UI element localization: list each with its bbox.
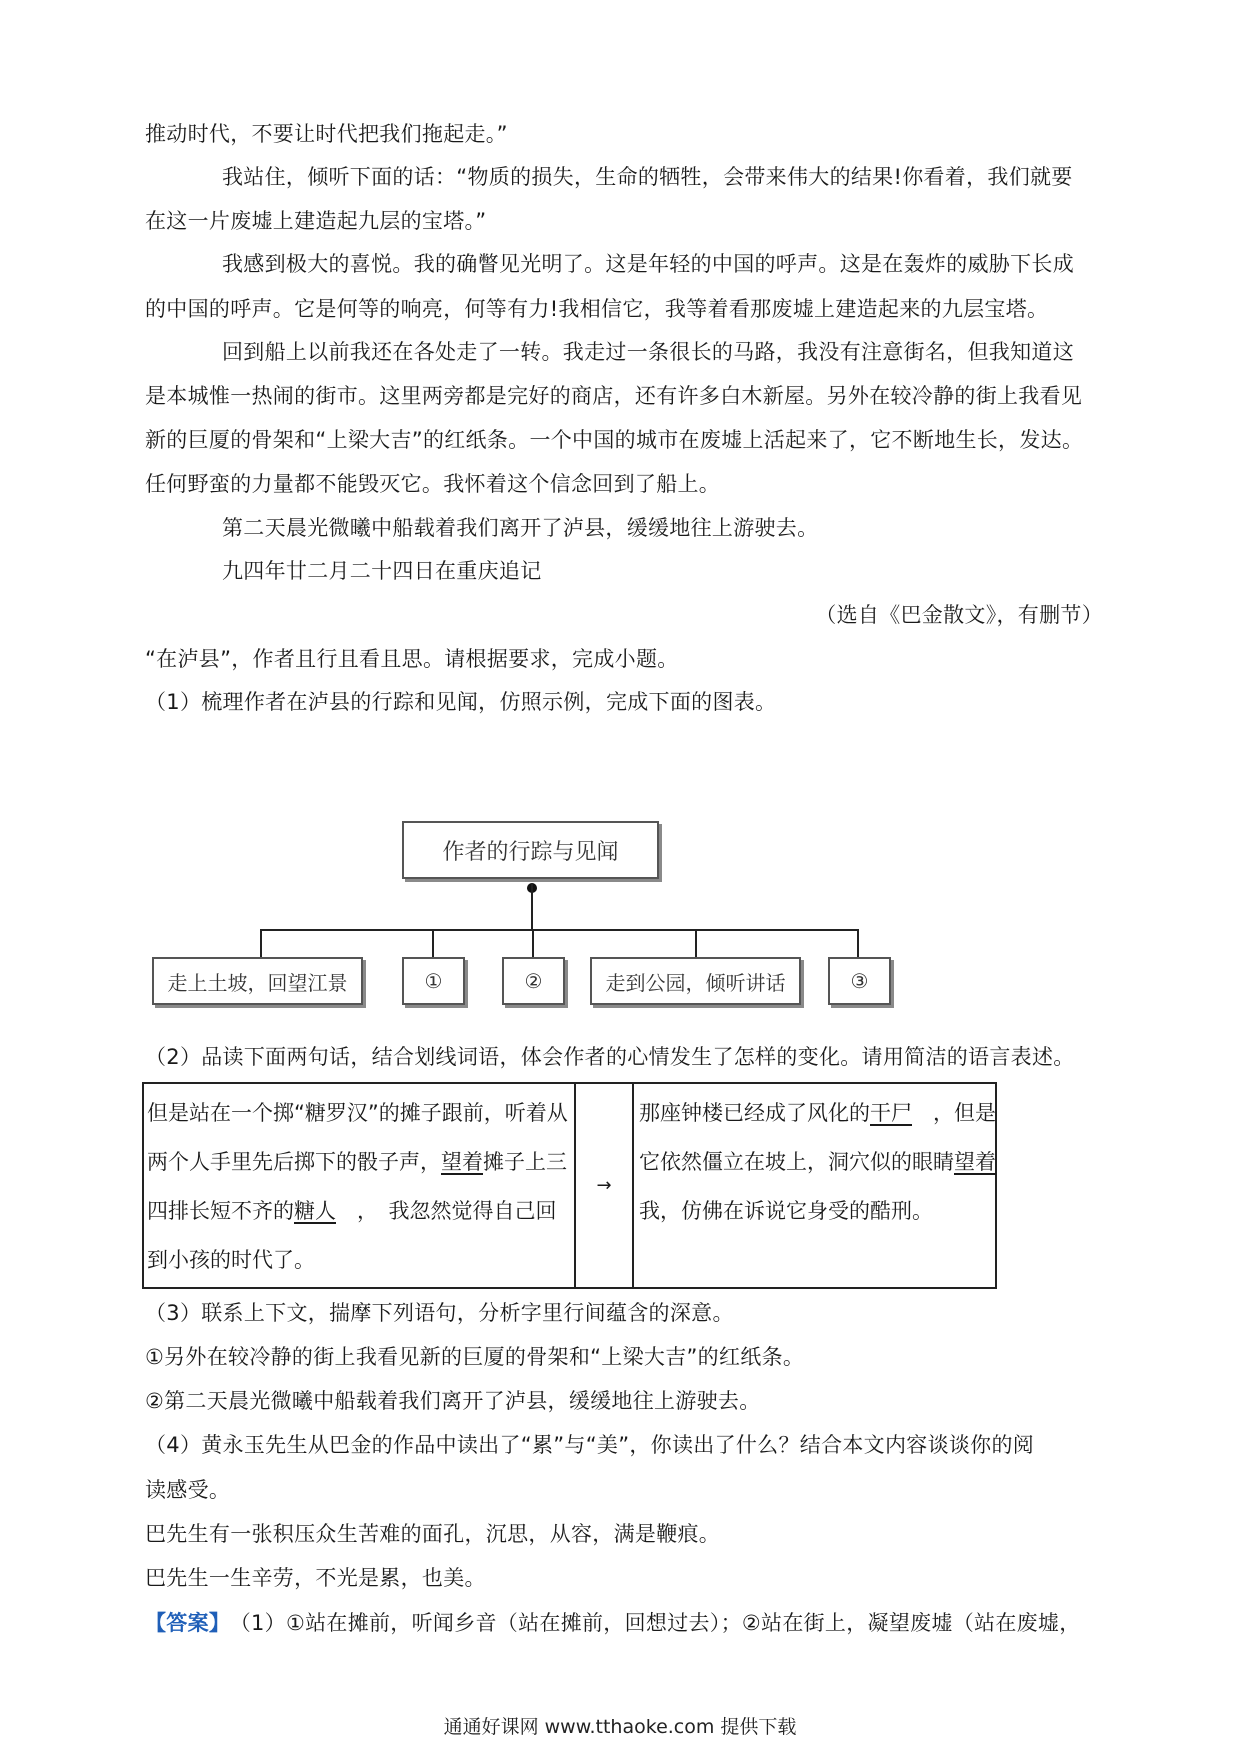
question-4: （4）黄永玉先生从巴金的作品中读出了“累”与“美”，你读出了什么？结合本文内容谈谈你的阅	[145, 1433, 1035, 1457]
diagram-title-box: 作者的行踪与见闻	[402, 821, 659, 879]
passage-line: 在这一片废墟上建造起九层的宝塔。”	[145, 209, 487, 233]
table-cell-left	[144, 1084, 576, 1287]
passage-line: 回到船上以前我还在各处走了一转。我走过一条很长的马路，我没有注意街名，但我知道这	[222, 340, 1074, 364]
passage-line: 我站住，倾听下面的话：“物质的损失，生命的牺牲，会带来伟大的结果!你看着，我们就要	[222, 165, 1073, 189]
table-text: 摊子上三四排长短不齐的	[147, 1150, 567, 1223]
diagram-line	[432, 929, 434, 957]
diagram-line	[260, 929, 262, 957]
diagram-box-3: ②	[502, 957, 565, 1005]
diagram-box-1: 走上土坡，回望江景	[152, 957, 363, 1005]
table-cell-right	[634, 1084, 999, 1287]
page-footer: 通通好课网 www.tthaoke.com 提供下载	[443, 1716, 797, 1738]
quote: 巴先生有一张积压众生苦难的面孔，沉思，从容，满是鞭痕。	[145, 1522, 721, 1546]
passage-line: 新的巨厦的骨架和“上梁大吉”的红纸条。一个中国的城市在废墟上活起来了，它不断地生长，发达。	[145, 428, 1084, 452]
answer-line	[145, 1607, 1105, 1637]
table-text: 我，仿佛在诉说它身受的酷刑。	[639, 1199, 933, 1223]
answer-text: （1）①站在摊前，听闻乡音（站在摊前，回想过去）；②站在街上，凝望废墟（站在废墟，	[240, 1611, 1081, 1635]
passage-line: 第二天晨光微曦中船载着我们离开了泸县，缓缓地往上游驶去。	[222, 516, 819, 540]
question-4: 读感受。	[145, 1478, 231, 1502]
underlined-word: 望着	[954, 1150, 996, 1174]
table-text: ， 我忽然觉得自己回到小孩的时代了。	[147, 1199, 557, 1272]
underlined-word: 干尸	[870, 1101, 912, 1125]
table-text: ，但是它依然僵立在坡上，洞穴似的眼睛	[639, 1101, 996, 1174]
passage-line: 我感到极大的喜悦。我的确瞥见光明了。这是年轻的中国的呼声。这是在轰炸的威胁下长成	[222, 252, 1074, 276]
table-text: 那座钟楼已经成了风化的	[639, 1101, 870, 1125]
question-3-item: ①另外在较冷静的街上我看见新的巨厦的骨架和“上梁大吉”的红纸条。	[145, 1345, 805, 1369]
diagram-line	[260, 929, 859, 931]
passage-source: （选自《巴金散文》，有删节）	[815, 603, 1103, 627]
underlined-word: 糖人	[294, 1199, 336, 1223]
passage-date: 九四年廿二月二十四日在重庆追记	[222, 559, 542, 583]
diagram-line	[532, 929, 534, 957]
diagram-box-2: ①	[402, 957, 465, 1005]
answer-tag: 【答案】	[145, 1611, 231, 1635]
question-2: （2）品读下面两句话，结合划线词语，体会作者的心情发生了怎样的变化。请用简洁的语言表述。	[145, 1045, 1075, 1069]
diagram-box-5: ③	[828, 957, 891, 1005]
quote: 巴先生一生辛劳，不光是累，也美。	[145, 1566, 486, 1590]
passage-line: 是本城惟一热闹的街市。这里两旁都是完好的商店，还有许多白木新屋。另外在较冷静的街上我看见	[145, 384, 1083, 408]
passage-line: 任何野蛮的力量都不能毁灭它。我怀着这个信念回到了船上。	[145, 472, 721, 496]
question-intro: “在泸县”，作者且行且看且思。请根据要求，完成小题。	[145, 647, 679, 671]
question-1: （1）梳理作者在泸县的行踪和见闻，仿照示例，完成下面的图表。	[145, 690, 777, 714]
underlined-word: 望着	[441, 1150, 483, 1174]
table-text: 但是站在一个掷“糖罗汉”的摊子跟前，听着从两个人手里先后掷下的骰子声，	[147, 1101, 568, 1174]
diagram-line	[531, 884, 533, 930]
question-3: （3）联系上下文，揣摩下列语句，分析字里行间蕴含的深意。	[145, 1301, 734, 1325]
passage-line: 推动时代，不要让时代把我们拖起走。”	[145, 122, 508, 146]
comparison-table	[142, 1082, 997, 1289]
diagram-line	[857, 929, 859, 957]
diagram-box-4: 走到公园，倾听讲话	[590, 957, 801, 1005]
question-3-item: ②第二天晨光微曦中船载着我们离开了泸县，缓缓地往上游驶去。	[145, 1389, 761, 1413]
table-arrow: →	[576, 1084, 634, 1287]
diagram-line	[695, 929, 697, 957]
passage-line: 的中国的呼声。它是何等的响亮，何等有力!我相信它，我等着看那废墟上建造起来的九层宝塔。	[145, 297, 1049, 321]
